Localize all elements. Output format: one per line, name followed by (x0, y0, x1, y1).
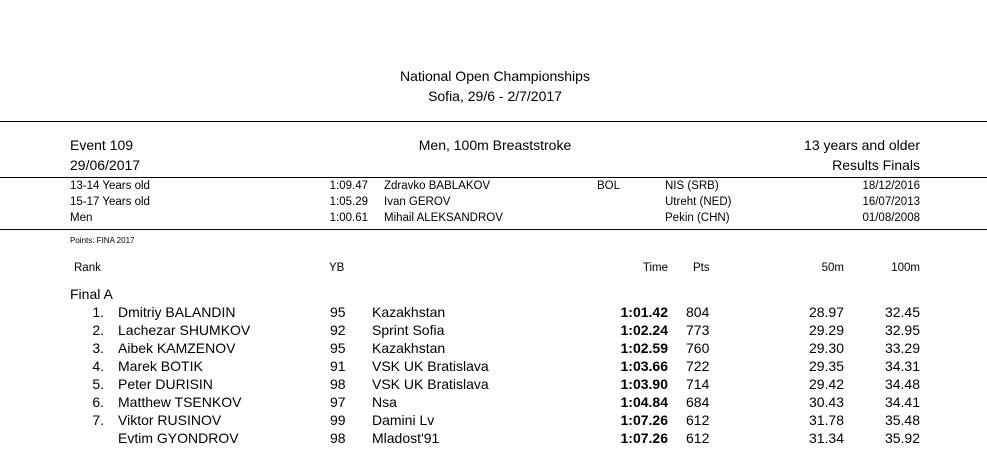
event-name: Men, 100m Breaststroke (418, 137, 572, 153)
event-stage: Results Finals (832, 157, 920, 173)
result-split-100: 32.95 (884, 322, 920, 338)
column-50m: 50m (821, 262, 844, 274)
result-split-100: 35.48 (884, 412, 920, 428)
result-name: Aibek KAMZENOV (118, 340, 236, 356)
result-split-100: 34.31 (884, 358, 920, 374)
record-time: 1:05.29 (329, 196, 368, 208)
record-date: 16/07/2013 (862, 196, 920, 208)
result-yb: 99 (330, 412, 346, 428)
result-rank: 2. (92, 322, 104, 338)
event-date: 29/06/2017 (70, 157, 141, 173)
column-100m: 100m (891, 262, 920, 274)
event-age-group: 13 years and older (804, 137, 920, 153)
result-split-50: 29.30 (808, 340, 844, 356)
result-split-100: 34.41 (884, 394, 920, 410)
result-split-100: 33.29 (884, 340, 920, 356)
result-yb: 91 (330, 358, 346, 374)
result-pts: 773 (686, 322, 710, 338)
result-rank: 5. (92, 376, 104, 392)
result-club: Kazakhstan (372, 340, 446, 356)
result-pts: 760 (686, 340, 710, 356)
result-yb: 97 (330, 394, 346, 410)
table-row (0, 376, 987, 394)
result-pts: 804 (686, 304, 710, 320)
result-split-100: 32.45 (884, 304, 920, 320)
record-row (0, 212, 987, 230)
result-club: Kazakhstan (372, 304, 446, 320)
result-time: 1:07.26 (620, 430, 668, 446)
result-yb: 92 (330, 322, 346, 338)
result-rank: 7. (92, 412, 104, 428)
result-split-100: 35.92 (884, 430, 920, 446)
column-rank: Rank (74, 262, 101, 274)
meet-title: National Open Championships (400, 68, 590, 84)
result-split-50: 29.42 (808, 376, 844, 392)
result-pts: 684 (686, 394, 710, 410)
table-row (0, 304, 987, 322)
header-divider (0, 121, 987, 122)
result-pts: 612 (686, 412, 710, 428)
record-category: 15-17 Years old (70, 196, 150, 208)
records-bottom-divider (0, 229, 987, 230)
result-club: VSK UK Bratislava (372, 376, 489, 392)
result-rank: 3. (92, 340, 104, 356)
result-name: Evtim GYONDROV (118, 430, 239, 446)
result-time: 1:04.84 (620, 394, 668, 410)
table-row (0, 340, 987, 358)
result-name: Viktor RUSINOV (118, 412, 222, 428)
result-split-50: 31.34 (808, 430, 844, 446)
record-time: 1:00.61 (329, 212, 368, 224)
result-time: 1:02.59 (620, 340, 668, 356)
result-time: 1:07.26 (620, 412, 668, 428)
result-name: Marek BOTIK (118, 358, 203, 374)
record-nation: BOL (597, 180, 621, 192)
record-holder: Ivan GEROV (384, 196, 451, 208)
result-rank: 1. (92, 304, 104, 320)
record-category: Men (70, 212, 93, 224)
table-row (0, 412, 987, 430)
table-row (0, 322, 987, 340)
result-club: Sprint Sofia (372, 322, 445, 338)
result-rank: 4. (92, 358, 104, 374)
result-yb: 98 (330, 430, 346, 446)
result-name: Dmitriy BALANDIN (118, 304, 236, 320)
table-row (0, 358, 987, 376)
record-time: 1:09.47 (329, 180, 368, 192)
result-name: Lachezar SHUMKOV (118, 322, 251, 338)
event-number: Event 109 (70, 137, 134, 153)
record-category: 13-14 Years old (70, 180, 150, 192)
record-place: NIS (SRB) (665, 180, 719, 192)
result-name: Matthew TSENKOV (118, 394, 242, 410)
result-club: VSK UK Bratislava (372, 358, 489, 374)
record-date: 01/08/2008 (862, 212, 920, 224)
result-pts: 714 (686, 376, 710, 392)
result-club: Damini Lv (372, 412, 435, 428)
result-time: 1:01.42 (620, 304, 668, 320)
final-label: Final A (70, 286, 113, 302)
column-pts: Pts (693, 262, 710, 274)
result-name: Peter DURISIN (118, 376, 213, 392)
result-time: 1:03.90 (620, 376, 668, 392)
column-time: Time (642, 262, 668, 274)
record-holder: Mihail ALEKSANDROV (384, 212, 503, 224)
records-top-divider (0, 177, 987, 178)
record-place: Pekin (CHN) (665, 212, 730, 224)
record-holder: Zdravko BABLAKOV (384, 180, 491, 192)
result-yb: 95 (330, 340, 346, 356)
result-rank: 6. (92, 394, 104, 410)
result-yb: 98 (330, 376, 346, 392)
result-club: Mladost'91 (372, 430, 440, 446)
result-yb: 95 (330, 304, 346, 320)
result-split-50: 30.43 (808, 394, 844, 410)
record-date: 18/12/2016 (862, 180, 920, 192)
result-split-50: 28.97 (808, 304, 844, 320)
result-pts: 612 (686, 430, 710, 446)
table-row (0, 394, 987, 412)
table-row (0, 430, 987, 448)
result-club: Nsa (372, 394, 397, 410)
results-header (0, 262, 987, 280)
result-pts: 722 (686, 358, 710, 374)
result-split-50: 29.29 (808, 322, 844, 338)
result-split-50: 31.78 (808, 412, 844, 428)
column-yb: YB (329, 262, 345, 274)
result-split-100: 34.48 (884, 376, 920, 392)
meet-subtitle: Sofia, 29/6 - 2/7/2017 (428, 88, 562, 104)
result-time: 1:03.66 (620, 358, 668, 374)
result-split-50: 29.35 (808, 358, 844, 374)
result-time: 1:02.24 (620, 322, 668, 338)
points-note: Points: FINA 2017 (70, 236, 135, 245)
record-place: Utreht (NED) (665, 196, 732, 208)
